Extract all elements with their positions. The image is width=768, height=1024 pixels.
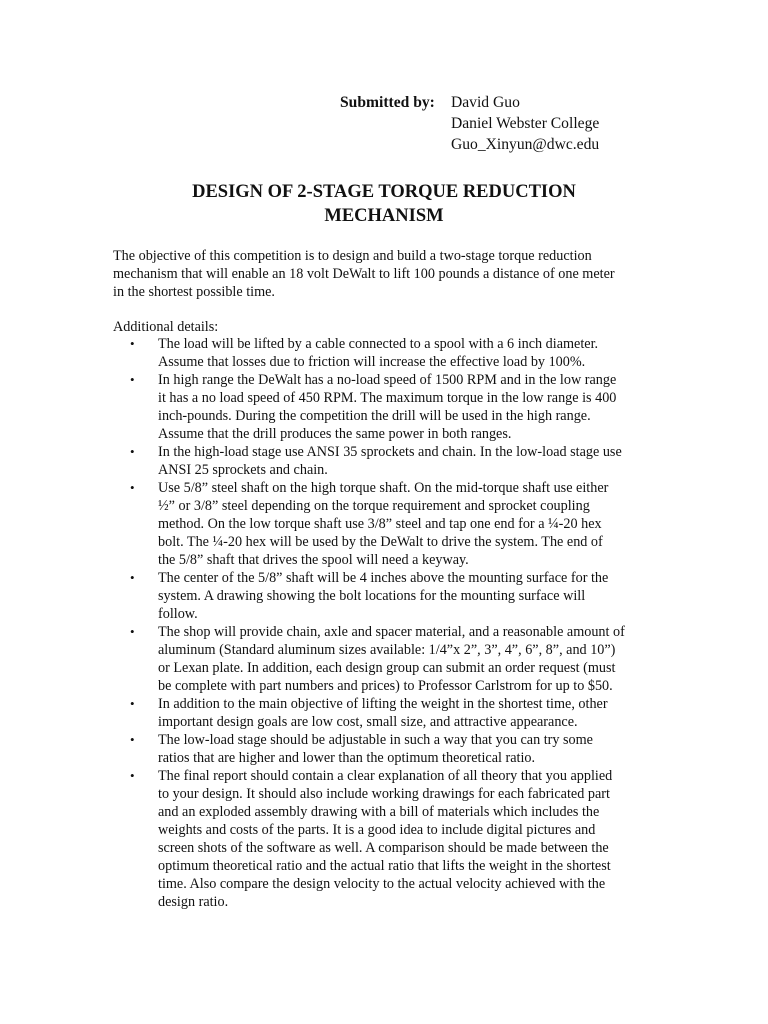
bullet-line: and an exploded assembly drawing with a bill of materials which includes the [158,804,600,820]
bullet-line: Assume that the drill produces the same power in both ranges. [158,426,512,442]
bullet-item [130,731,690,767]
bullet-line: optimum theoretical ratio and the actual ratio that lifts the weight in the shortest [158,858,611,874]
bullet-dot-icon: • [130,372,135,387]
bullet-dot-icon: • [130,624,135,639]
paragraph-line: mechanism that will enable an 18 volt DeWalt to lift 100 pounds a distance of one meter [113,266,615,282]
bullet-dot-icon: • [130,570,135,585]
bullet-item [130,443,690,479]
bullet-line: to your design. It should also include working drawings for each fabricated part [158,786,610,802]
paragraph-line: in the shortest possible time. [113,284,275,300]
author-email: Guo_Xinyun@dwc.edu [451,136,600,153]
bullet-dot-icon: • [130,336,135,351]
bullet-item [130,623,690,695]
bullet-line: bolt. The ¼-20 hex will be used by the DeWalt to drive the system. The end of [158,534,603,550]
bullet-line: ratios that are higher and lower than the optimum theoretical ratio. [158,750,536,766]
college-row [340,113,599,134]
bullet-item [130,569,690,623]
bullet-line: In the high-load stage use ANSI 35 sprockets and chain. In the low-load stage use [158,444,622,460]
bullet-line: The low-load stage should be adjustable in such a way that you can try some [158,732,593,748]
bullet-line: Use 5/8” steel shaft on the high torque shaft. On the mid-torque shaft use either [158,480,609,496]
bullet-line: method. On the low torque shaft use 3/8” steel and tap one end for a ¼-20 hex [158,516,602,532]
bullet-line: The center of the 5/8” shaft will be 4 inches above the mounting surface for the [158,570,609,586]
author-name: David Guo [451,94,520,111]
bullet-item [130,767,690,911]
bullet-dot-icon: • [130,732,135,747]
bullet-line: or Lexan plate. In addition, each design group can submit an order request (must [158,660,616,676]
objective-paragraph [113,247,673,301]
bullet-line: The final report should contain a clear explanation of all theory that you applied [158,768,613,784]
bullet-line: it has a no load speed of 450 RPM. The maximum torque in the low range is 400 [158,390,617,406]
bullet-line: the 5/8” shaft that drives the spool will need a keyway. [158,552,469,568]
bullet-line: aluminum (Standard aluminum sizes available: 1/4”x 2”, 3”, 4”, 6”, 8”, and 10”) [158,642,616,658]
title-line-1: DESIGN OF 2-STAGE TORQUE REDUCTION [192,182,576,202]
bullet-item [130,371,690,443]
bullet-item [130,695,690,731]
bullet-line: In high range the DeWalt has a no-load speed of 1500 RPM and in the low range [158,372,617,388]
bullet-line: important design goals are low cost, small size, and attractive appearance. [158,714,578,730]
bullet-line: system. A drawing showing the bolt locations for the mounting surface will [158,588,586,604]
bullet-line: time. Also compare the design velocity to the actual velocity achieved with the [158,876,606,892]
bullet-dot-icon: • [130,444,135,459]
bullet-line: be complete with part numbers and prices) to Professor Carlstrom for up to $50. [158,678,613,694]
details-bullet-list [130,335,690,911]
document-title [0,180,768,228]
bullet-line: In addition to the main objective of lifting the weight in the shortest time, other [158,696,608,712]
bullet-dot-icon: • [130,696,135,711]
bullet-item [130,335,690,371]
bullet-dot-icon: • [130,480,135,495]
bullet-dot-icon: • [130,768,135,783]
author-college: Daniel Webster College [451,115,600,132]
bullet-line: screen shots of the software as well. A comparison should be made between the [158,840,609,856]
bullet-line: ANSI 25 sprockets and chain. [158,462,328,478]
bullet-line: design ratio. [158,894,229,910]
bullet-line: The shop will provide chain, axle and spacer material, and a reasonable amount of [158,624,625,640]
bullet-line: The load will be lifted by a cable connected to a spool with a 6 inch diameter. [158,336,599,352]
submission-block [340,92,599,155]
bullet-line: inch-pounds. During the competition the drill will be used in the high range. [158,408,591,424]
bullet-line: Assume that losses due to friction will increase the effective load by 100%. [158,354,586,370]
bullet-line: weights and costs of the parts. It is a good idea to include digital pictures and [158,822,596,838]
submitted-by-label: Submitted by: [340,94,435,111]
title-line-2: MECHANISM [324,206,444,226]
email-row [340,134,599,155]
paragraph-line: The objective of this competition is to design and build a two-stage torque reduction [113,248,592,264]
bullet-line: follow. [158,606,198,622]
bullet-line: ½” or 3/8” steel depending on the torque requirement and sprocket coupling [158,498,590,514]
additional-details-label: Additional details: [113,319,219,335]
submitted-by-row [340,92,599,113]
bullet-item [130,479,690,569]
